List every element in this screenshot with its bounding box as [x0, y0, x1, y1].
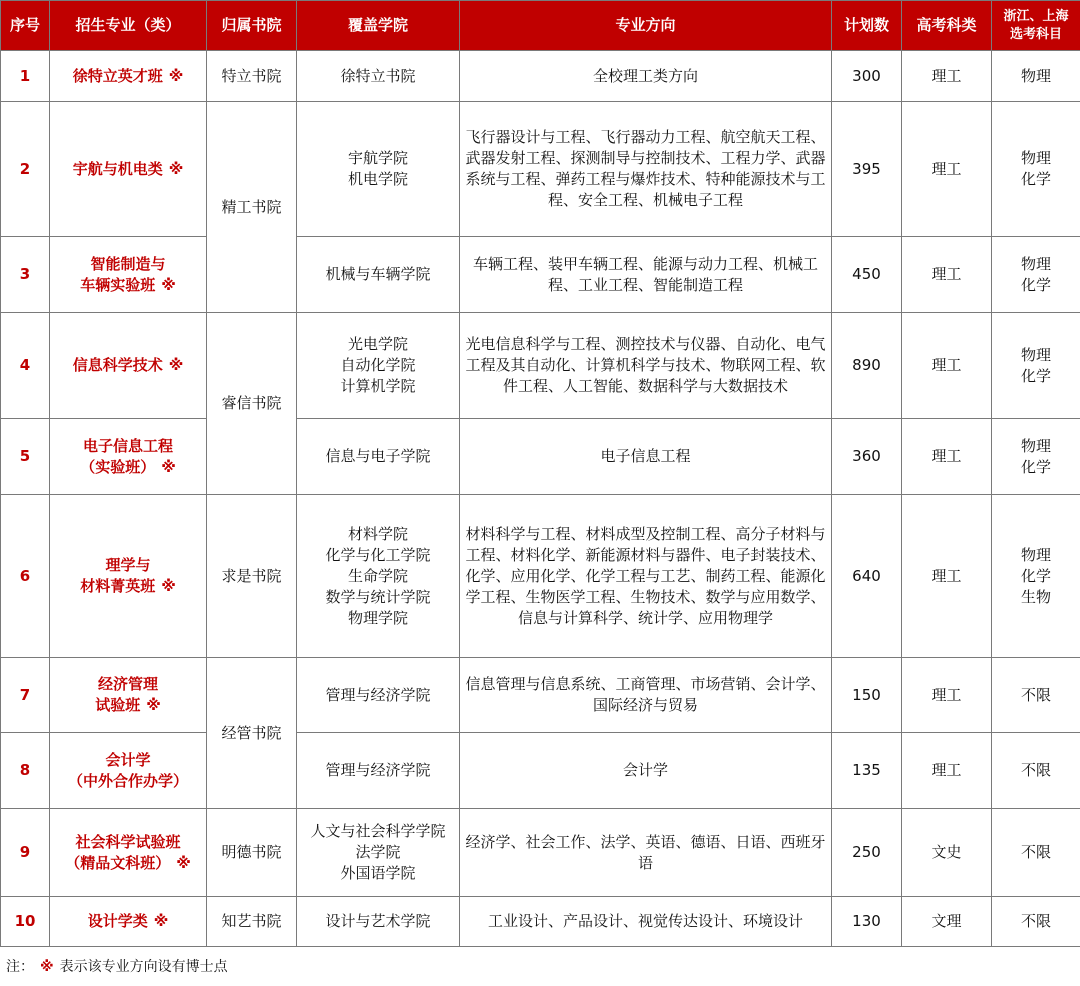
header-row [1, 1, 1080, 51]
elective-subjects: 不限 [992, 897, 1080, 947]
elective-subjects: 物理 化学 [992, 102, 1080, 237]
table-row [1, 51, 1080, 102]
major-name: 经济管理 试验班 ※ [50, 658, 207, 733]
doctoral-mark: ※ [153, 912, 169, 930]
plan-count: 450 [832, 237, 902, 313]
major-name: 理学与 材料菁英班 ※ [50, 495, 207, 658]
row-number: 8 [1, 733, 50, 809]
row-number: 9 [1, 809, 50, 897]
schools-cell: 管理与经济学院 [297, 733, 460, 809]
doctoral-mark: ※ [168, 356, 184, 374]
elective-subjects: 不限 [992, 658, 1080, 733]
plan-count: 150 [832, 658, 902, 733]
elective-subjects: 不限 [992, 733, 1080, 809]
schools-cell: 管理与经济学院 [297, 658, 460, 733]
major-name: 电子信息工程 （实验班） ※ [50, 419, 207, 495]
exam-category: 文史 [902, 809, 992, 897]
doctoral-mark: ※ [161, 577, 176, 595]
college-name: 精工书院 [207, 102, 297, 313]
plan-count: 135 [832, 733, 902, 809]
elective-subjects: 物理 化学 [992, 419, 1080, 495]
table-row [1, 809, 1080, 897]
header-major: 招生专业（类） [50, 1, 207, 51]
table-row [1, 495, 1080, 658]
doctoral-mark: ※ [161, 275, 176, 294]
doctoral-mark: ※ [146, 696, 161, 714]
table-row [1, 897, 1080, 947]
elective-subjects: 不限 [992, 809, 1080, 897]
major-name: 社会科学试验班 （精品文科班） ※ [50, 809, 207, 897]
major-name: 徐特立英才班 ※ [50, 51, 207, 102]
plan-count: 890 [832, 313, 902, 419]
direction-cell: 信息管理与信息系统、工商管理、市场营销、会计学、国际经济与贸易 [460, 658, 832, 733]
schools-cell: 徐特立书院 [297, 51, 460, 102]
schools-cell: 材料学院 化学与化工学院 生命学院 数学与统计学院 物理学院 [297, 495, 460, 658]
direction-cell: 车辆工程、装甲车辆工程、能源与动力工程、机械工程、工业工程、智能制造工程 [460, 237, 832, 313]
doctoral-mark: ※ [40, 959, 54, 975]
footnote-prefix: 注： [6, 959, 34, 975]
schools-cell: 宇航学院 机电学院 [297, 102, 460, 237]
table-row [1, 419, 1080, 495]
elective-subjects: 物理 化学 [992, 237, 1080, 313]
header-subjects: 浙江、上海 选考科目 [992, 1, 1080, 51]
plan-count: 395 [832, 102, 902, 237]
schools-cell: 设计与艺术学院 [297, 897, 460, 947]
direction-cell: 光电信息科学与工程、测控技术与仪器、自动化、电气工程及其自动化、计算机科学与技术、物联网工程、软件工程、人工智能、数据科学与大数据技术 [460, 313, 832, 419]
exam-category: 理工 [902, 733, 992, 809]
table-row [1, 313, 1080, 419]
schools-cell: 光电学院 自动化学院 计算机学院 [297, 313, 460, 419]
table-row [1, 102, 1080, 237]
direction-cell: 经济学、社会工作、法学、英语、德语、日语、西班牙语 [460, 809, 832, 897]
row-number: 2 [1, 102, 50, 237]
footnote-text: 表示该专业方向设有博士点 [59, 959, 228, 975]
direction-cell: 材料科学与工程、材料成型及控制工程、高分子材料与工程、材料化学、新能源材料与器件、电子封装技术、化学、应用化学、化学工程与工艺、制药工程、能源化学工程、生物医学工程、生物技术、数学与应用数学、信息与计算科学、统计学、应用物理学 [460, 495, 832, 658]
header-schools: 覆盖学院 [297, 1, 460, 51]
plan-count: 640 [832, 495, 902, 658]
exam-category: 理工 [902, 419, 992, 495]
footnote [6, 956, 228, 976]
elective-subjects: 物理 [992, 51, 1080, 102]
table-row [1, 658, 1080, 733]
row-number: 4 [1, 313, 50, 419]
header-no: 序号 [1, 1, 50, 51]
plan-count: 300 [832, 51, 902, 102]
plan-count: 360 [832, 419, 902, 495]
header-college: 归属书院 [207, 1, 297, 51]
college-name: 明德书院 [207, 809, 297, 897]
major-name: 设计学类 ※ [50, 897, 207, 947]
exam-category: 文理 [902, 897, 992, 947]
doctoral-mark: ※ [168, 159, 184, 178]
table-row [1, 237, 1080, 313]
direction-cell: 工业设计、产品设计、视觉传达设计、环境设计 [460, 897, 832, 947]
doctoral-mark: ※ [176, 853, 191, 872]
college-name: 知艺书院 [207, 897, 297, 947]
row-number: 5 [1, 419, 50, 495]
row-number: 10 [1, 897, 50, 947]
exam-category: 理工 [902, 658, 992, 733]
major-name: 智能制造与 车辆实验班 ※ [50, 237, 207, 313]
direction-cell: 会计学 [460, 733, 832, 809]
row-number: 3 [1, 237, 50, 313]
college-name: 求是书院 [207, 495, 297, 658]
schools-cell: 人文与社会科学学院 法学院 外国语学院 [297, 809, 460, 897]
row-number: 6 [1, 495, 50, 658]
direction-cell: 全校理工类方向 [460, 51, 832, 102]
exam-category: 理工 [902, 313, 992, 419]
major-name: 宇航与机电类 ※ [50, 102, 207, 237]
college-name: 经管书院 [207, 658, 297, 809]
doctoral-mark: ※ [161, 457, 176, 476]
college-name: 睿信书院 [207, 313, 297, 495]
exam-category: 理工 [902, 51, 992, 102]
exam-category: 理工 [902, 237, 992, 313]
header-category: 高考科类 [902, 1, 992, 51]
elective-subjects: 物理 化学 生物 [992, 495, 1080, 658]
row-number: 1 [1, 51, 50, 102]
table-row [1, 733, 1080, 809]
exam-category: 理工 [902, 102, 992, 237]
plan-count: 130 [832, 897, 902, 947]
row-number: 7 [1, 658, 50, 733]
header-plan: 计划数 [832, 1, 902, 51]
direction-cell: 飞行器设计与工程、飞行器动力工程、航空航天工程、武器发射工程、探测制导与控制技术、工程力学、武器系统与工程、弹药工程与爆炸技术、特种能源技术与工程、安全工程、机械电子工程 [460, 102, 832, 237]
doctoral-mark: ※ [168, 66, 184, 85]
direction-cell: 电子信息工程 [460, 419, 832, 495]
schools-cell: 机械与车辆学院 [297, 237, 460, 313]
elective-subjects: 物理 化学 [992, 313, 1080, 419]
exam-category: 理工 [902, 495, 992, 658]
header-direction: 专业方向 [460, 1, 832, 51]
major-name: 会计学 （中外合作办学） [50, 733, 207, 809]
major-name: 信息科学技术 ※ [50, 313, 207, 419]
plan-count: 250 [832, 809, 902, 897]
schools-cell: 信息与电子学院 [297, 419, 460, 495]
college-name: 特立书院 [207, 51, 297, 102]
